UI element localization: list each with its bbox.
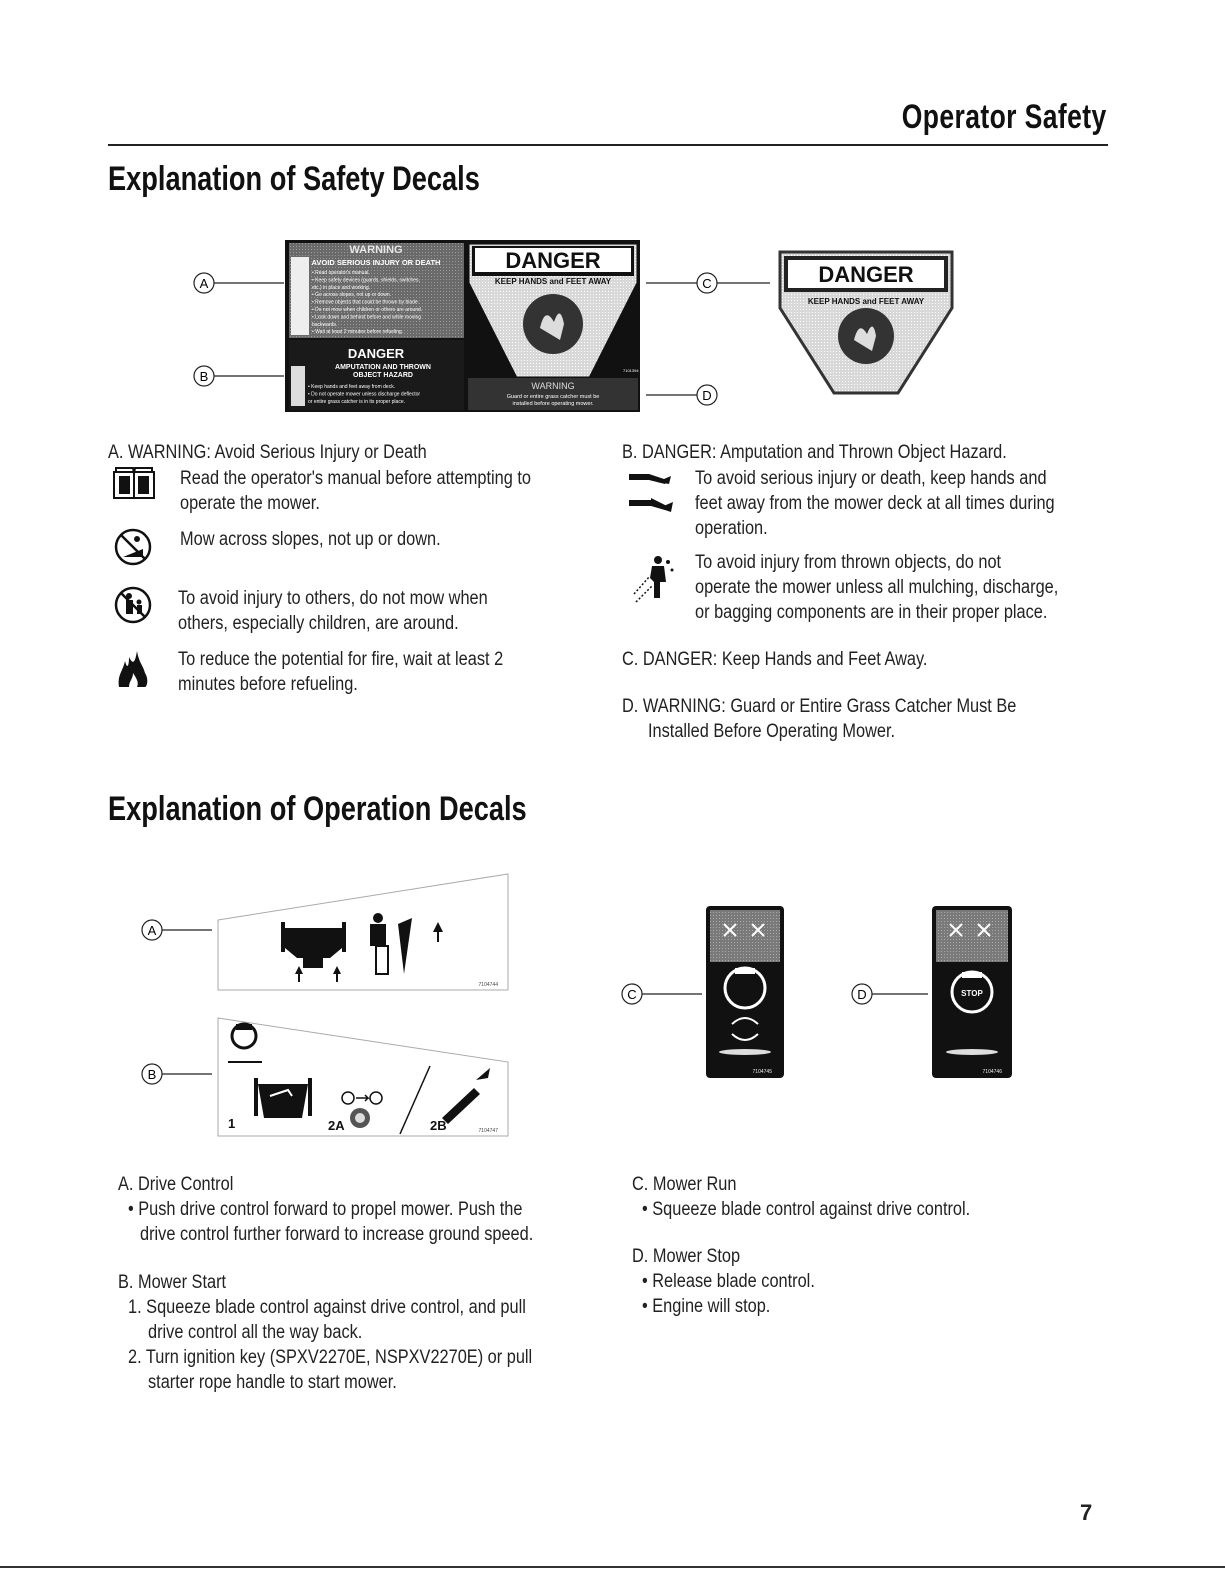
safety-decals-heading: Explanation of Safety Decals (108, 160, 480, 198)
svg-text:B: B (199, 369, 209, 384)
op-item-b-step1a: 1. Squeeze blade control against drive control, and pull (128, 1297, 526, 1318)
warning-line-5: • Do not mow when children or others are around. (312, 307, 423, 313)
svg-text:WARNING: WARNING (531, 381, 575, 391)
callout-d-operation (852, 984, 928, 1004)
safety-a-line3b: others, especially children, are around. (178, 613, 459, 634)
mower-topview-icon (285, 928, 342, 958)
safety-b-line2c: or bagging components are in their proper place. (695, 602, 1048, 623)
safety-b-line1a: To avoid serious injury or death, keep hands and (695, 468, 1047, 489)
svg-text:KEEP HANDS and FEET AWAY: KEEP HANDS and FEET AWAY (807, 297, 925, 306)
no-slope-mowing-icon (113, 527, 153, 567)
operation-decals-heading: Explanation of Operation Decals (108, 790, 527, 828)
op-item-c-line1: • Squeeze blade control against drive control. (642, 1199, 971, 1220)
svg-text:C: C (702, 276, 712, 291)
safety-decals-figure (170, 228, 990, 428)
warning-line-4: • Remove objects that could be thrown by blade. (312, 299, 420, 306)
danger_b-line-1: • Do not operate mower unless discharge deflector (308, 391, 421, 398)
bottom-rule (0, 1566, 1225, 1568)
callout-c-operation (622, 984, 702, 1004)
safety-item-c: C. DANGER: Keep Hands and Feet Away. (622, 649, 928, 670)
svg-text:2B: 2B (430, 1118, 447, 1133)
safety-b-line1b: feet away from the mower deck at all times during (695, 493, 1055, 514)
svg-text:DANGER: DANGER (505, 248, 601, 273)
op-item-a-title: A. Drive Control (118, 1174, 234, 1195)
safety-a-line1a: Read the operator's manual before attempting to (180, 468, 532, 489)
svg-text:7104745: 7104745 (752, 1069, 772, 1075)
callout-c-safety (646, 273, 770, 293)
callout-a-safety (194, 273, 284, 293)
op-item-b-title: B. Mower Start (118, 1272, 227, 1293)
warning-line-2: etc.) in place and working. (312, 284, 371, 291)
svg-text:B: B (147, 1067, 157, 1082)
drive-control-decal-a (218, 874, 508, 990)
operation-decals-cd-figure (620, 900, 1020, 1100)
svg-text:DANGER: DANGER (818, 262, 914, 287)
op-item-a-line1: • Push drive control forward to propel mower. Push the (128, 1199, 523, 1220)
svg-text:D: D (857, 987, 867, 1002)
svg-text:C: C (627, 987, 637, 1002)
safety-b-line2b: operate the mower unless all mulching, discharge, (695, 577, 1059, 598)
svg-text:7104747: 7104747 (478, 1128, 498, 1134)
svg-text:installed before operating mow: installed before operating mower. (512, 401, 594, 407)
safety-a-line4b: minutes before refueling. (178, 674, 358, 695)
warning-line-0: • Read operator's manual. (312, 270, 370, 276)
warning-line-3: • Go across slopes, not up or down. (312, 292, 392, 299)
safety-item-b-title: B. DANGER: Amputation and Thrown Object Hazard. (622, 442, 1007, 463)
no-children-around-icon (113, 584, 153, 626)
warning-line-7: backwards. (312, 321, 338, 328)
svg-text:DANGER: DANGER (347, 346, 405, 361)
safety-item-d-line1: D. WARNING: Guard or Entire Grass Catcher Must Be (622, 696, 1017, 717)
page-number: 7 (1080, 1500, 1093, 1525)
danger_b-line-2: or entire grass catcher is in its proper place. (308, 399, 405, 405)
danger_b-line-0: • Keep hands and feet away from deck. (308, 384, 396, 390)
warning-line-1: • Keep safety devices (guards, shields, switches, (312, 277, 420, 284)
safety-item-d-line2: Installed Before Operating Mower. (648, 721, 896, 742)
svg-text:AMPUTATION AND THROWN: AMPUTATION AND THROWN (335, 364, 431, 371)
operation-decals-ab-figure (130, 866, 530, 1138)
svg-text:7104746: 7104746 (982, 1069, 1002, 1075)
callout-d-safety (646, 385, 717, 405)
callout-a-label: A (199, 276, 209, 291)
callout-b-safety (194, 366, 284, 386)
drive-speed-icon (370, 924, 386, 946)
warning-line-6: • Look down and behind before and while moving (312, 314, 422, 321)
svg-text:1: 1 (228, 1116, 236, 1131)
mower-stop-decal-d (932, 906, 1012, 1078)
svg-text:KEEP HANDS and FEET AWAY: KEEP HANDS and FEET AWAY (494, 277, 612, 286)
svg-text:7104744: 7104744 (478, 982, 498, 988)
svg-text:OBJECT HAZARD: OBJECT HAZARD (353, 372, 413, 379)
squeeze-handle-icon (258, 1084, 308, 1118)
safety-a-line1b: operate the mower. (180, 493, 320, 514)
svg-text:2A: 2A (328, 1118, 345, 1133)
warning-line-8: • Wait at least 2 minutes before refueling. (312, 329, 404, 336)
callout-a-operation (142, 920, 212, 940)
header-rule (108, 144, 1108, 146)
svg-text:WARNING: WARNING (349, 244, 403, 256)
safety-item-a-title: A. WARNING: Avoid Serious Injury or Death (108, 442, 427, 463)
op-item-b-step1b: drive control all the way back. (148, 1322, 363, 1343)
op-item-d-title: D. Mower Stop (632, 1246, 741, 1267)
mower-run-decal-c (706, 906, 784, 1078)
op-item-c-title: C. Mower Run (632, 1174, 737, 1195)
safety-b-line2a: To avoid injury from thrown objects, do not (695, 552, 1002, 573)
stop-label: STOP (961, 989, 983, 998)
safety-b-line1c: operation. (695, 518, 768, 539)
safety-a-line4a: To reduce the potential for fire, wait at least 2 (178, 649, 504, 670)
op-item-d-line1: • Release blade control. (642, 1271, 815, 1292)
svg-text:7101394: 7101394 (623, 368, 639, 373)
svg-text:A: A (147, 923, 157, 938)
op-item-b-step2a: 2. Turn ignition key (SPXV2270E, NSPXV2270E) or pull (128, 1347, 533, 1368)
safety-a-line3a: To avoid injury to others, do not mow when (178, 588, 488, 609)
callout-b-operation (142, 1064, 212, 1084)
fire-hazard-icon (115, 645, 151, 689)
safety-a-line2: Mow across slopes, not up or down. (180, 529, 441, 550)
op-item-d-line2: • Engine will stop. (642, 1296, 771, 1317)
hand-foot-cut-icon (627, 466, 677, 516)
danger-decal-alt (780, 252, 952, 393)
op-item-b-step2b: starter rope handle to start mower. (148, 1372, 397, 1393)
section-header: Operator Safety (902, 98, 1107, 136)
svg-text:D: D (702, 388, 712, 403)
thrown-object-icon (630, 552, 680, 608)
op-item-a-line2: drive control further forward to increase ground speed. (140, 1224, 534, 1245)
svg-text:AVOID SERIOUS INJURY OR DEATH: AVOID SERIOUS INJURY OR DEATH (311, 258, 441, 267)
manual-book-icon (112, 466, 156, 500)
svg-text:Guard or entire grass catcher: Guard or entire grass catcher must be (506, 394, 600, 400)
